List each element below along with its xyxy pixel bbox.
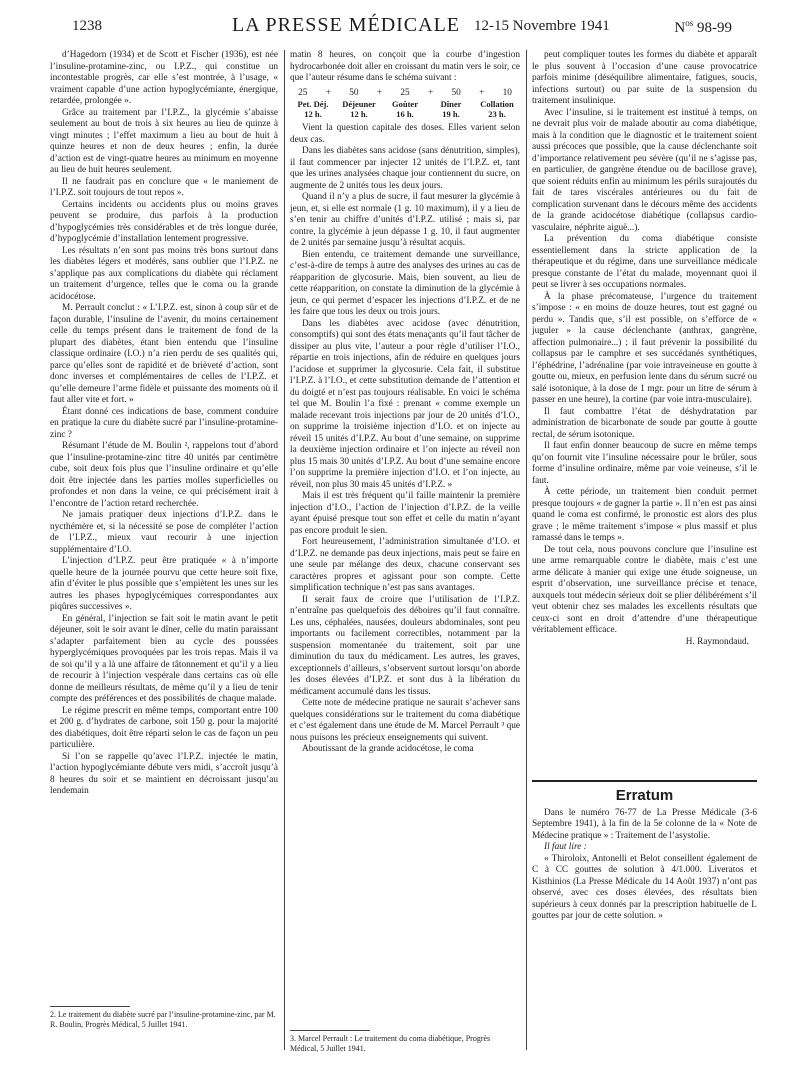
schedule-hour: 23 h. bbox=[488, 109, 506, 119]
paragraph: Vient la question capitale des doses. Elles varient selon deux cas. bbox=[290, 123, 520, 145]
schedule-value: 25 bbox=[400, 87, 410, 98]
paragraph: Certains incidents ou accidents plus ou moins graves peuvent se produire, dus parfois à la production d’hypoglycémies très considérables et de très longue durée, d’hypoglycémie d’installation lentement progressive. bbox=[50, 199, 278, 244]
paragraph: Quand il n’y a plus de sucre, il faut mesurer la glycémie à jeun, et, si elle est normale (1 g. 10 maximum), il y a lieu de s’en tenir au chiffre d’unités d’I.P.Z. utilisé ; mais si, par contre, la glycémie à jeun dépasse 1 g. 10, il faut augmenter de 2 unités par semaine jusqu’à résultat acquis. bbox=[290, 192, 520, 248]
paragraph: Les résultats n’en sont pas moins très bons surtout dans les diabètes légers et modérés, sans oublier que l’I.P.Z. ne s’applique pas aux complications du diabète qui réclament un traitement d’urgence, telles que le coma ou la grande acidocétose. bbox=[50, 245, 278, 302]
schedule-meal: Pet. Déj. bbox=[297, 99, 329, 109]
issue-date: 12-15 Novembre 1941 bbox=[474, 18, 610, 34]
paragraph: Il ne faudrait pas en conclure que « le maniement de l’I.P.Z. soit toujours de tout repos ». bbox=[50, 176, 278, 198]
page-header bbox=[72, 14, 732, 40]
paragraph: Mais il est très fréquent qu’il faille maintenir la première injection d’I.O., l’action de l’injection d’I.P.Z. de la veille ayant épuisé presque tout son effet et celle du matin n’ayant pas encore produit le sien. bbox=[290, 491, 520, 536]
column-3 bbox=[532, 50, 757, 648]
column-2 bbox=[290, 50, 520, 756]
erratum-lire: Il faut lire : bbox=[544, 842, 587, 852]
paragraph: À cette période, un traitement bien conduit permet presque toujours « de gagner la partie ». Il n’en est pas ainsi quand le coma est confirmé, le pronostic est alors des plus grave ; le même traitement s’impose « plus massif et plus ramassé dans le temps ». bbox=[532, 487, 757, 543]
footnote-3: 3. Marcel Perrault : Le traitement du coma diabétique, Progrès Médical, 5 Juillet 1941. bbox=[290, 1034, 491, 1053]
paragraph: d’Hagedorn (1934) et de Scott et Fischer (1936), est née l’insuline-protamine-zinc, ou I.P.Z., qui constitue un incontestable progrès, car elle s’est montrée, à l’usage, « vraiment capable d’une action hypoglycémiante, énergique, retardée, prolongée ». bbox=[50, 50, 278, 106]
paragraph: Aboutissant de la grande acidocétose, le coma bbox=[302, 744, 474, 754]
schedule-hour: 12 h. bbox=[304, 109, 322, 119]
schedule-value: + bbox=[325, 87, 331, 98]
paragraph: Grâce au traitement par l’I.P.Z., la glycémie s’abaisse seulement au bout de trois à six heures au lieu de quinze à vingt minutes ; l’effet maximum a lieu au bout de huit à quinze heures et non de deux heures ; enfin, la durée d’action est de vingt-quatre heures au minimum en moyenne au lieu de huit heures seulement. bbox=[50, 107, 278, 175]
schedule-value: 50 bbox=[451, 87, 461, 98]
schedule-value: 50 bbox=[349, 87, 359, 98]
schedule-hour: 16 h. bbox=[396, 109, 414, 119]
schedule-value: + bbox=[479, 87, 485, 98]
schedule-hour: 19 h. bbox=[442, 109, 460, 119]
paragraph: Dans les diabètes sans acidose (sans dénutrition, simples), il faut commencer par injecter 12 unités de l’I.P.Z. et, tant que les urines analysées chaque jour contiennent du sucre, on augmente de 2 unités tous les deux jours. bbox=[290, 146, 520, 191]
schedule-value: + bbox=[427, 87, 434, 98]
footnote-rule bbox=[50, 1006, 130, 1007]
erratum-text: « Thiroloix, Antonelli et Belot conseillent également de C à CC gouttes de solution à 4/1.000. Liveratos et Kisthinios (La Presse Médicale du 14 Août 1937) n’ont pas observé, avec ces doses élevées, des résultats bien supérieurs à ceux donnés par la prescription habituelle de L gouttes par jour de cette solution. » bbox=[532, 853, 757, 921]
paragraph: Ne jamais pratiquer deux injections d’I.P.Z. dans le nycthémère et, si la nécessité se pose de compléter l’action de l’I.P.Z., mieux vaut recourir à une injection supplémentaire d’I.O. bbox=[50, 510, 278, 555]
paragraph: Si l’on se rappelle qu’avec l’I.P.Z. injectée le matin, l’action hypoglycémiante débute vers midi, s’accroît jusqu’à 8 heures du soir et se maintient en décroissant jusqu’au lendemain bbox=[50, 751, 278, 796]
erratum-title: Erratum bbox=[615, 787, 674, 804]
paragraph: peut compliquer toutes les formes du diabète et apparaît le plus souvent à l’occasion d’une cause provocatrice parfois minime (déséquilibre alimentaire, fatigues, soucis, infections surtout) ou par suite de la suspension du traitement insulinique. bbox=[532, 50, 757, 106]
column-1 bbox=[50, 50, 278, 798]
paragraph: Le régime prescrit en même temps, comportant entre 100 et 200 g. d’hydrates de carbone, soit 150 g. pour la majorité des diabétiques, doit être réparti selon le cas de façon un peu particulière. bbox=[50, 705, 278, 750]
author-signature: H. Raymondaud. bbox=[685, 636, 749, 647]
page-number: 1238 bbox=[72, 18, 102, 34]
journal-title: LA PRESSE MÉDICALE bbox=[232, 14, 461, 36]
schedule-intro: matin 8 heures, on conçoit que la courbe d’ingestion hydrocarbonée doit aller en croissant du matin vers le soir, ce que l’auteur résume dans le schéma suivant : bbox=[290, 50, 520, 83]
erratum-box bbox=[532, 784, 757, 923]
paragraph: Résumant l’étude de M. Boulin ², rappelons tout d’abord que l’insuline-protamine-zinc titre 40 unités par centimètre cube, soit deux fois plus que l’insuline ordinaire et qu’elle doit être injectée dans les parties molles superficielles ou profondes et non dans la veine, ce qui précisément irait à l’encontre de l’action retard recherchée. bbox=[50, 441, 278, 509]
schedule-value: 10 bbox=[502, 87, 512, 98]
paragraph: Fort heureusement, l’administration simultanée d’I.O. et d’I.P.Z. ne demande pas deux injections, mais peut se faire en une seule par mélange des deux, chacune conservant ses caractères propres et agissant pour son compte. Cette simplification technique n’est pas sans avantages. bbox=[290, 537, 520, 593]
paragraph: Bien entendu, ce traitement demande une surveillance, c’est-à-dire de temps à autre des analyses des urines au cas de réapparition de glycosurie. Mais, bien souvent, au lieu de cette réapparition, on constate la diminution de la glycémie à jeun, ce qui permet d’espacer les injections d’I.P.Z. et de ne les faire que tous les deux ou trois jours. bbox=[290, 249, 520, 317]
schedule-value: + bbox=[376, 87, 383, 98]
paragraph: M. Perrault conclut : « L’I.P.Z. est, sinon à coup sûr et de façon durable, l’insuline de l’avenir, du moins certainement celle du temps présent dans le traitement de fond de la plupart des diabètes, étant bien entendu que l’insuline classique ordinaire (I.O.) n’a rien perdu de ses qualités qui, parce qu’elles sont de rapidité et de brièveté d’action, sont donc inverses et complémentaires de celles de l’I.P.Z. et qu’elle demeure l’arme fidèle et puissante des moments où il faut aller vite et fort. » bbox=[50, 303, 278, 405]
schedule-meal: Dîner bbox=[440, 99, 462, 109]
column-divider bbox=[284, 50, 285, 1050]
issue-number: $N^{os}$ 98-99 bbox=[674, 18, 732, 36]
paragraph: Cette note de médecine pratique ne saurait s’achever sans quelques considérations sur le traitement du coma diabétique et c’est également dans une étude de M. Marcel Perrault ³ que nous puisons les précieux enseignements qui suivent. bbox=[290, 698, 520, 743]
schedule-hour: 12 h. bbox=[350, 109, 368, 119]
footnote-rule bbox=[290, 1030, 370, 1031]
paragraph: De tout cela, nous pouvons conclure que l’insuline est une arme remarquable contre le diabète, mais c’est une arme délicate à manier qui exige une étude soigneuse, un esprit d’observation, une surveillance précise et tenace, auxquels tout médecin sérieux doit se plier délibérément s’il veut obtenir chez ses malades les excellents résultats que ceux-ci sont en droit d’attendre d’une thérapeutique véritablement efficace. bbox=[532, 544, 757, 635]
schedule-meal: Déjeuner bbox=[342, 99, 376, 109]
paragraph: En général, l’injection se fait soit le matin avant le petit déjeuner, soit le soir avant le dîner, celle du matin paraissant s’adapter parfaitement bien au cycle des poussées hyperglycémiques provoquées par les trois repas. Mais il va de soi qu’il y a là une affaire de tâtonnement et qu’il y a lieu de recourir à l’injection vespérale dans certains cas où elle donne de meilleurs résultats, de même qu’il y a lieu de tenir compte des préférences et des possibilités de chaque malade. bbox=[50, 613, 278, 704]
paragraph: Il faut combattre l’état de déshydratation par administration de bicarbonate de soude par goutte à goutte rectal, de sérum isotonique. bbox=[532, 406, 757, 440]
paragraph: Avec l’insuline, si le traitement est institué à temps, on ne devrait plus voir de malade aboutir au coma diabétique, mais à la condition que le diagnostic et le traitement soient aussi précoces que possible, que la cause déclenchante soit d’importance relativement peu sévère (qu’il ne s’agisse pas, en particulier, de gangrène étendue ou de bacillose grave), que soient réduits enfin au minimum les périls surajoutés du fait de tares viscérales antérieures ou du fait de complication survenant dans le décours même des accidents de la grande acidocétose diabétique (collapsus cardio-vasculaire, néphrite aiguë...). bbox=[532, 107, 757, 233]
paragraph: Étant donné ces indications de base, comment conduire en pratique la cure du diabète sucré par l’insuline-protamine-zinc ? bbox=[50, 406, 278, 440]
schedule-meal: Goûter bbox=[392, 99, 418, 109]
paragraph: La prévention du coma diabétique consiste essentiellement dans la stricte application de la thérapeutique et du régime, dans une surveillance médicale presque constante de l’état du malade, moyennant quoi il peut se livrer à ses occupations normales. bbox=[532, 234, 757, 290]
schedule-meal: Collation bbox=[480, 99, 514, 109]
footnote-2: 2. Le traitement du diabète sucré par l’insuline-protamine-zinc, par M. R. Boulin, Progrès Médical, 5 Juillet 1941. bbox=[50, 1010, 276, 1029]
paragraph: Il serait faux de croire que l’utilisation de l’I.P.Z. n’entraîne pas quelquefois des déboires qu’il faut connaître. Les uns, céphalées, nausées, douleurs abdominales, sont peu importants ou facilement correctibles, notamment par la suspension momentanée du traitement, soit par une diminution du taux du médicament. Les autres, les graves, exceptionnels d’ailleurs, s’observent surtout lorsqu’on aborde les doses élevées d’I.P.Z. et sont dus à la libération du médicament accumulé dans les tissus. bbox=[290, 594, 520, 697]
paragraph: Il faut enfin donner beaucoup de sucre en même temps qu’on fournit vite l’insuline nécessaire pour le brûler, sous forme d’insuline ordinaire, même par voie veineuse, s’il le faut. bbox=[532, 441, 757, 486]
paragraph: Dans les diabètes avec acidose (avec dénutrition, consomptifs) qui sont des états menaçants qu’il faut tâcher de dissiper au plus vite, l’auteur a pour règle d’utiliser l’I.O., répartie en trois injections, afin de réduire en quelques jours l’acidose et supprimer la glycosurie. Cela fait, il substitue l’I.P.Z. à l’I.O., et cette substitution demande de l’attention et du doigté et n’est pas toujours réalisable. En voici le schéma tel que M. Boulin l’a fixé : prenant « comme exemple un malade recevant trois injections par jour de 20 unités d’I.O., on supprime la troisième injection d’I.O. et on injecte au réveil 15 unités d’I.P.Z. Au bout d’une semaine, on supprime la deuxième injection ordinaire et l’on injecte au réveil non plus 15 mais 30 unités d’I.P.Z. Au bout d’une semaine encore l’on supprime la première injection d’I.O. et l’on injecte, au réveil, non plus 30 mais 45 unités d’I.P.Z. » bbox=[290, 318, 520, 490]
paragraph: À la phase précomateuse, l’urgence du traitement s’impose : « en moins de douze heures, tout est gagné ou perdu ». Tandis que, s’il est possible, on s’efforce de « juguler » la cause déclenchante (anthrax, gangrène, affection pulmonaire...) ; il faut prévenir la possibilité du collapsus par le camphre et ses succédanés synthétiques, l’éphédrine, l’adrénaline (par voie intraveineuse en goutte à goutte ou, mieux, en perfusion lente dans du sérum sucré ou salé isotonique, à la dose de 1 mgr. pour un litre de sérum à passer en une heure), la cortine (par voie intra-musculaire). bbox=[532, 291, 757, 405]
paragraph: L’injection d’I.P.Z. peut être pratiquée « à n’importe quelle heure de la journée pourvu que cette heure soit fixe, afin d’éviter le plus possible que s’empiètent les unes sur les autres les phases hypoglycémiques correspondantes aux piqûres successives ». bbox=[50, 556, 278, 612]
schedule-value: 25 bbox=[298, 87, 308, 98]
column-divider bbox=[526, 50, 527, 1050]
erratum-intro: Dans le numéro 76-77 de La Presse Médicale (3-6 Septembre 1941), à la fin de la 5e colonne de la « Note de Médecine pratique » : Traitement de l’asystolie. bbox=[532, 807, 757, 841]
meal-schedule bbox=[290, 88, 520, 120]
section-rule bbox=[532, 780, 757, 782]
